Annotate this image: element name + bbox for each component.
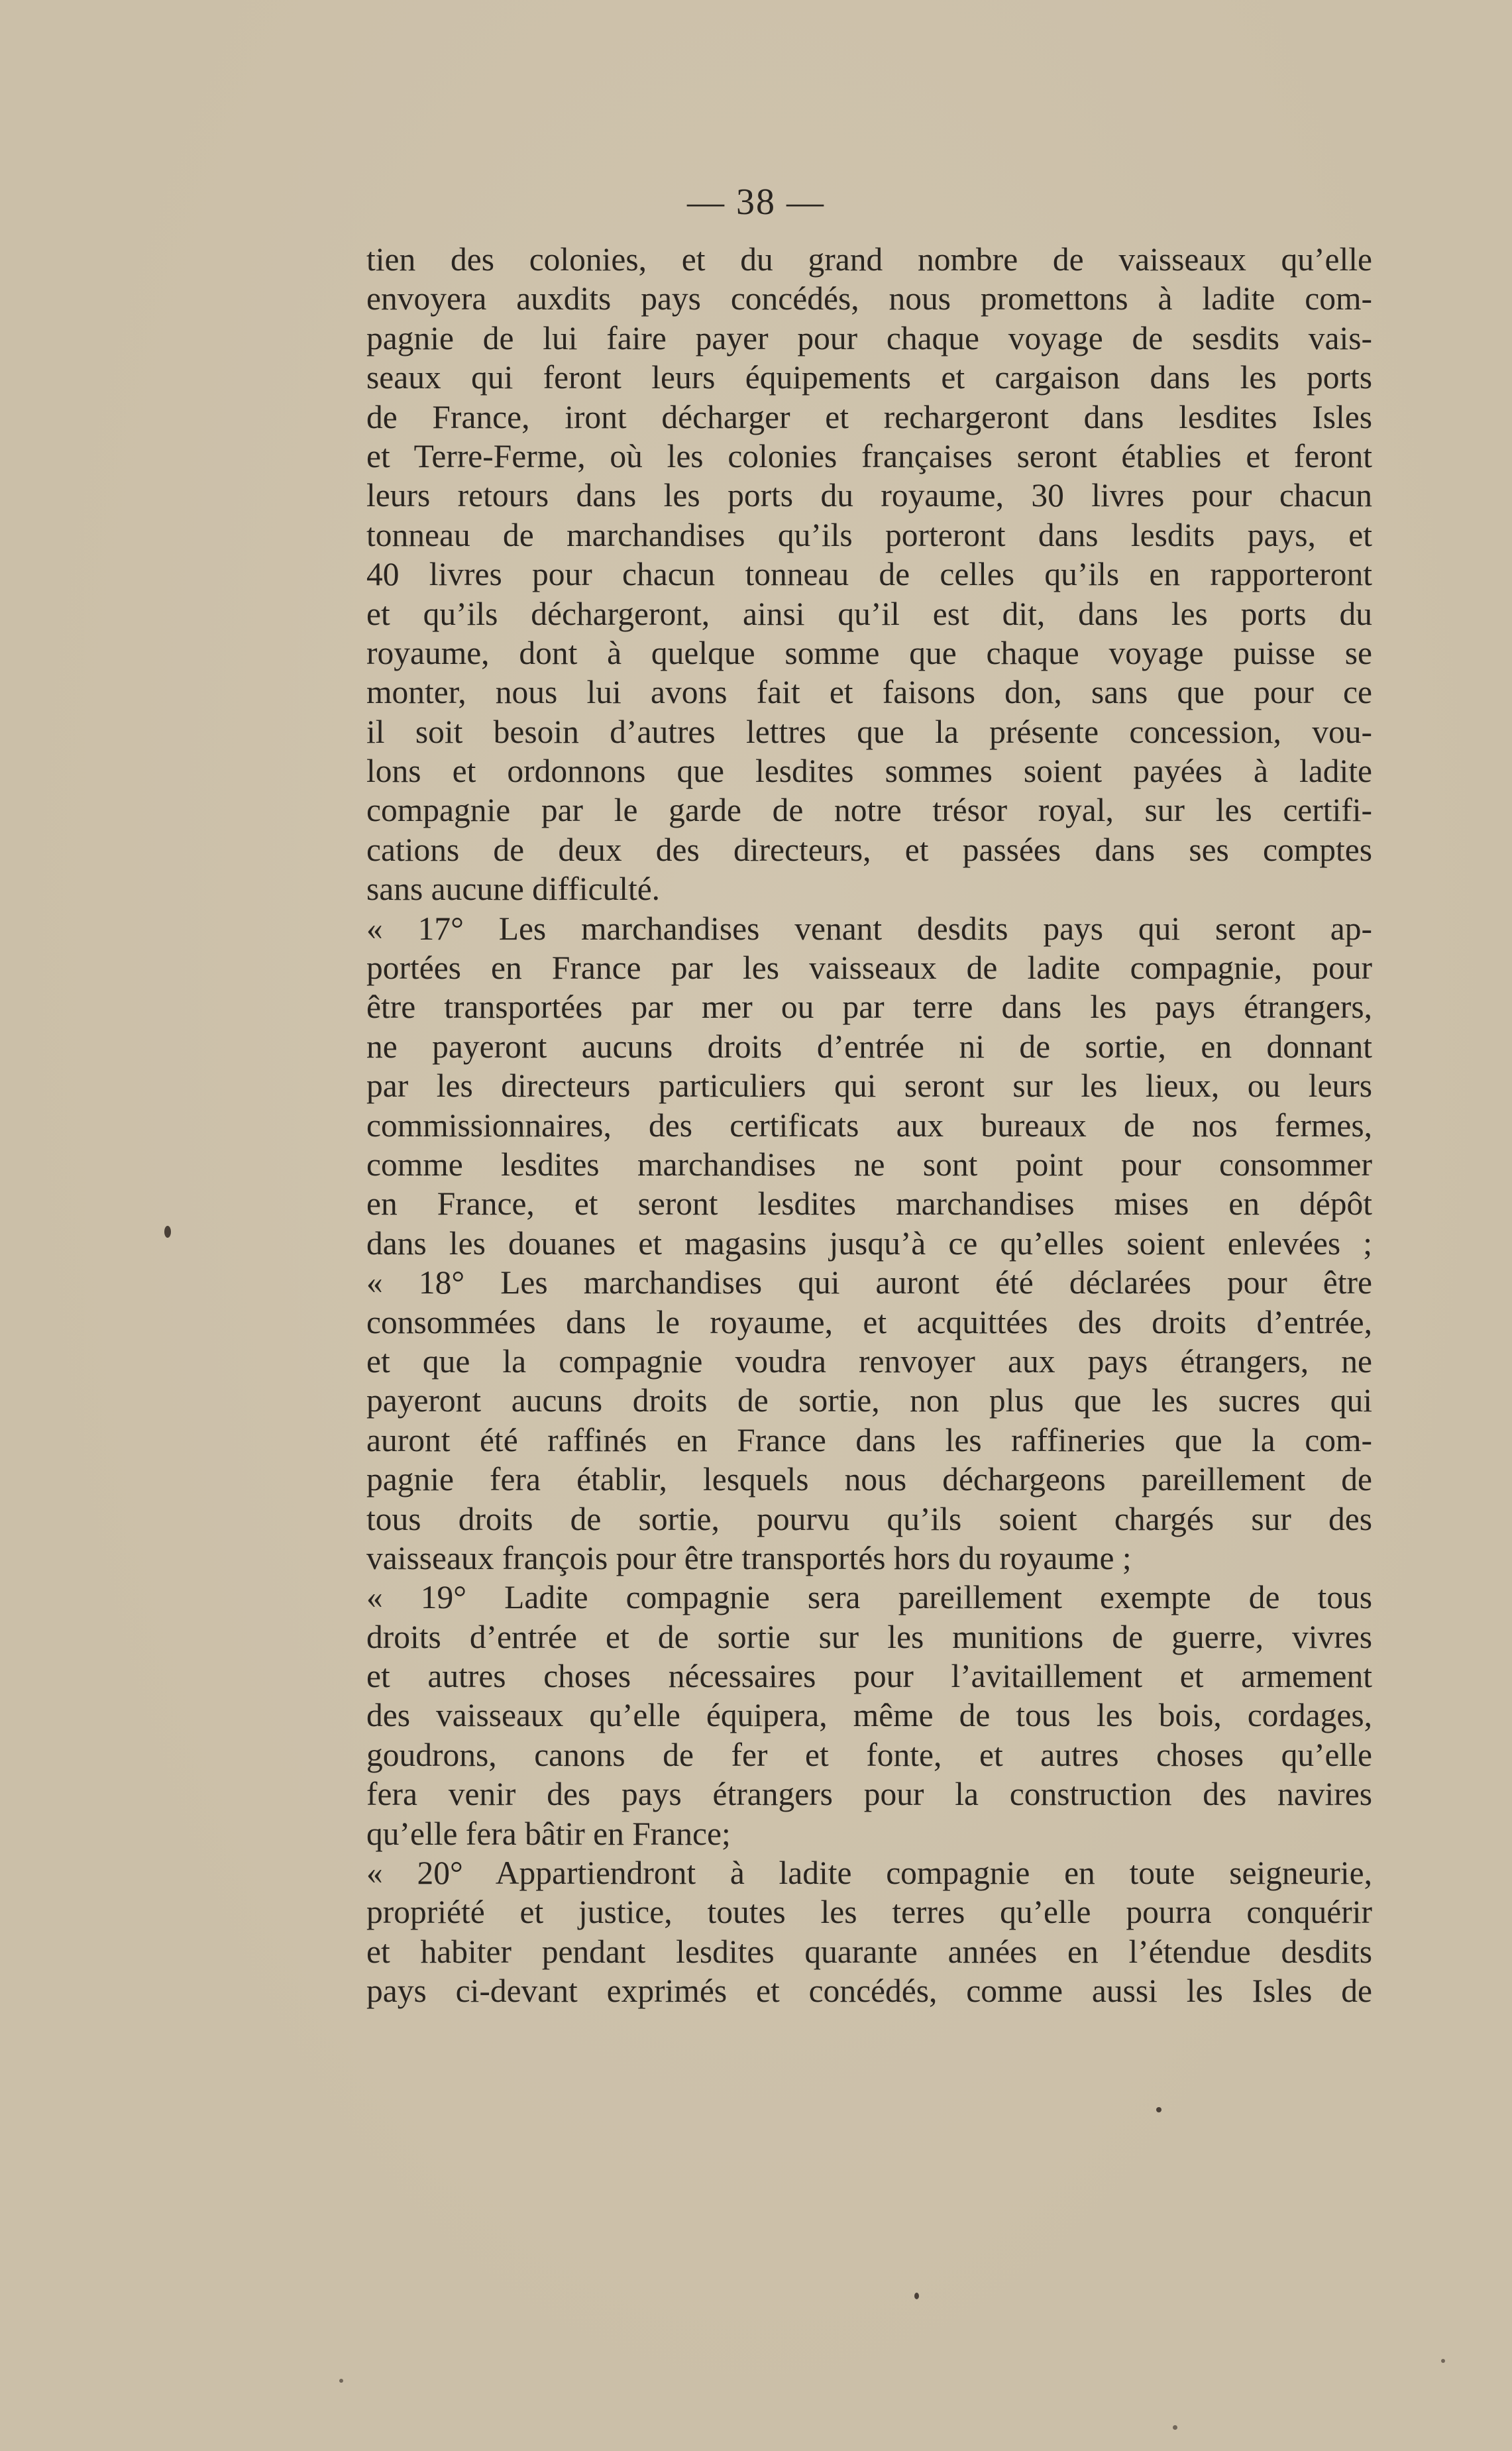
paper-speck xyxy=(1156,2107,1161,2112)
text-line: pays ci-devant exprimés et concédés, comme aussi les Isles de xyxy=(366,1973,1372,2010)
paper-speck xyxy=(1173,2425,1177,2430)
text-line: compagnie par le garde de notre trésor royal, sur les certifi- xyxy=(366,792,1372,829)
article-18-first-line: « 18° Les marchandises qui auront été déclarées pour être xyxy=(366,1264,1372,1301)
text-line: commissionnaires, des certificats aux bureaux de nos fermes, xyxy=(366,1107,1372,1144)
text-line: de France, iront décharger et rechargeront dans lesdites Isles xyxy=(366,398,1372,435)
text-line: et Terre-Ferme, où les colonies françaises seront établies et feront xyxy=(366,437,1372,474)
text-line: seaux qui feront leurs équipements et cargaison dans les ports xyxy=(366,359,1372,396)
text-line: auront été raffinés en France dans les raffineries que la com- xyxy=(366,1421,1372,1458)
text-line: envoyera auxdits pays concédés, nous promettons à ladite com- xyxy=(366,280,1372,317)
article-19-first-line: « 19° Ladite compagnie sera pareillement exempte de tous xyxy=(366,1579,1372,1616)
text-line: et que la compagnie voudra renvoyer aux pays étrangers, ne xyxy=(366,1342,1372,1380)
text-line: goudrons, canons de fer et fonte, et autres choses qu’elle xyxy=(366,1736,1372,1773)
text-line: et habiter pendant lesdites quarante années en l’étendue desdits xyxy=(366,1933,1372,1970)
text-line: lons et ordonnons que lesdites sommes soient payées à ladite xyxy=(366,753,1372,790)
text-line: monter, nous lui avons fait et faisons don, sans que pour ce xyxy=(366,674,1372,711)
text-line: des vaisseaux qu’elle équipera, même de tous les bois, cordages, xyxy=(366,1697,1372,1734)
article-17-first-line: « 17° Les marchandises venant desdits pays qui seront ap- xyxy=(366,910,1372,947)
article-20-first-line: « 20° Appartiendront à ladite compagnie en toute seigneurie, xyxy=(366,1855,1372,1892)
text-line: et qu’ils déchargeront, ainsi qu’il est dit, dans les ports du xyxy=(366,595,1372,632)
text-line: tonneau de marchandises qu’ils porteront dans lesdits pays, et xyxy=(366,516,1372,553)
paper-speck xyxy=(1441,2359,1445,2363)
text-line: ne payeront aucuns droits d’entrée ni de sortie, en donnant xyxy=(366,1028,1372,1065)
paper-speck xyxy=(339,2379,343,2383)
text-line: tous droits de sortie, pourvu qu’ils soient chargés sur des xyxy=(366,1500,1372,1537)
text-line: consommées dans le royaume, et acquittées des droits d’entrée, xyxy=(366,1303,1372,1340)
paragraph-end-line: dans les douanes et magasins jusqu’à ce qu’elles soient enlevées ; xyxy=(366,1225,1372,1262)
paper-speck xyxy=(914,2293,919,2299)
text-line: leurs retours dans les ports du royaume, 30 livres pour chacun xyxy=(366,477,1372,514)
text-line: portées en France par les vaisseaux de ladite compagnie, pour xyxy=(366,950,1372,987)
text-line: 40 livres pour chacun tonneau de celles qu’ils en rapporteront xyxy=(366,556,1372,593)
text-line: payeront aucuns droits de sortie, non plus que les sucres qui xyxy=(366,1382,1372,1419)
paragraph-end-line: vaisseaux françois pour être transportés hors du royaume ; xyxy=(366,1539,1132,1576)
text-line: être transportées par mer ou par terre dans les pays étrangers, xyxy=(366,989,1372,1026)
text-line: propriété et justice, toutes les terres qu’elle pourra conquérir xyxy=(366,1894,1372,1931)
text-line: par les directeurs particuliers qui seront sur les lieux, ou leurs xyxy=(366,1067,1372,1105)
text-line: comme lesdites marchandises ne sont point pour consommer xyxy=(366,1146,1372,1183)
paragraph-end-line: sans aucune difficulté. xyxy=(366,871,661,908)
text-line: et autres choses nécessaires pour l’avitaillement et armement xyxy=(366,1658,1372,1695)
paragraph-end-line: qu’elle fera bâtir en France; xyxy=(366,1815,731,1852)
text-line: fera venir des pays étrangers pour la construction des navires xyxy=(366,1776,1372,1813)
text-line: il soit besoin d’autres lettres que la présente concession, vou- xyxy=(366,713,1372,750)
text-line: royaume, dont à quelque somme que chaque voyage puisse se xyxy=(366,634,1372,671)
text-line: cations de deux des directeurs, et passées dans ses comptes xyxy=(366,831,1372,868)
text-line: pagnie fera établir, lesquels nous déchargeons pareillement de xyxy=(366,1461,1372,1498)
text-line: droits d’entrée et de sortie sur les munitions de guerre, vivres xyxy=(366,1618,1372,1655)
body-text xyxy=(366,240,1372,2011)
text-line: en France, et seront lesdites marchandises mises en dépôt xyxy=(366,1185,1372,1223)
page-number: — 38 — xyxy=(687,182,825,223)
text-line: pagnie de lui faire payer pour chaque voyage de sesdits vais- xyxy=(366,319,1372,356)
text-line: tien des colonies, et du grand nombre de vaisseaux qu’elle xyxy=(366,241,1372,278)
paper-speck xyxy=(164,1226,171,1238)
